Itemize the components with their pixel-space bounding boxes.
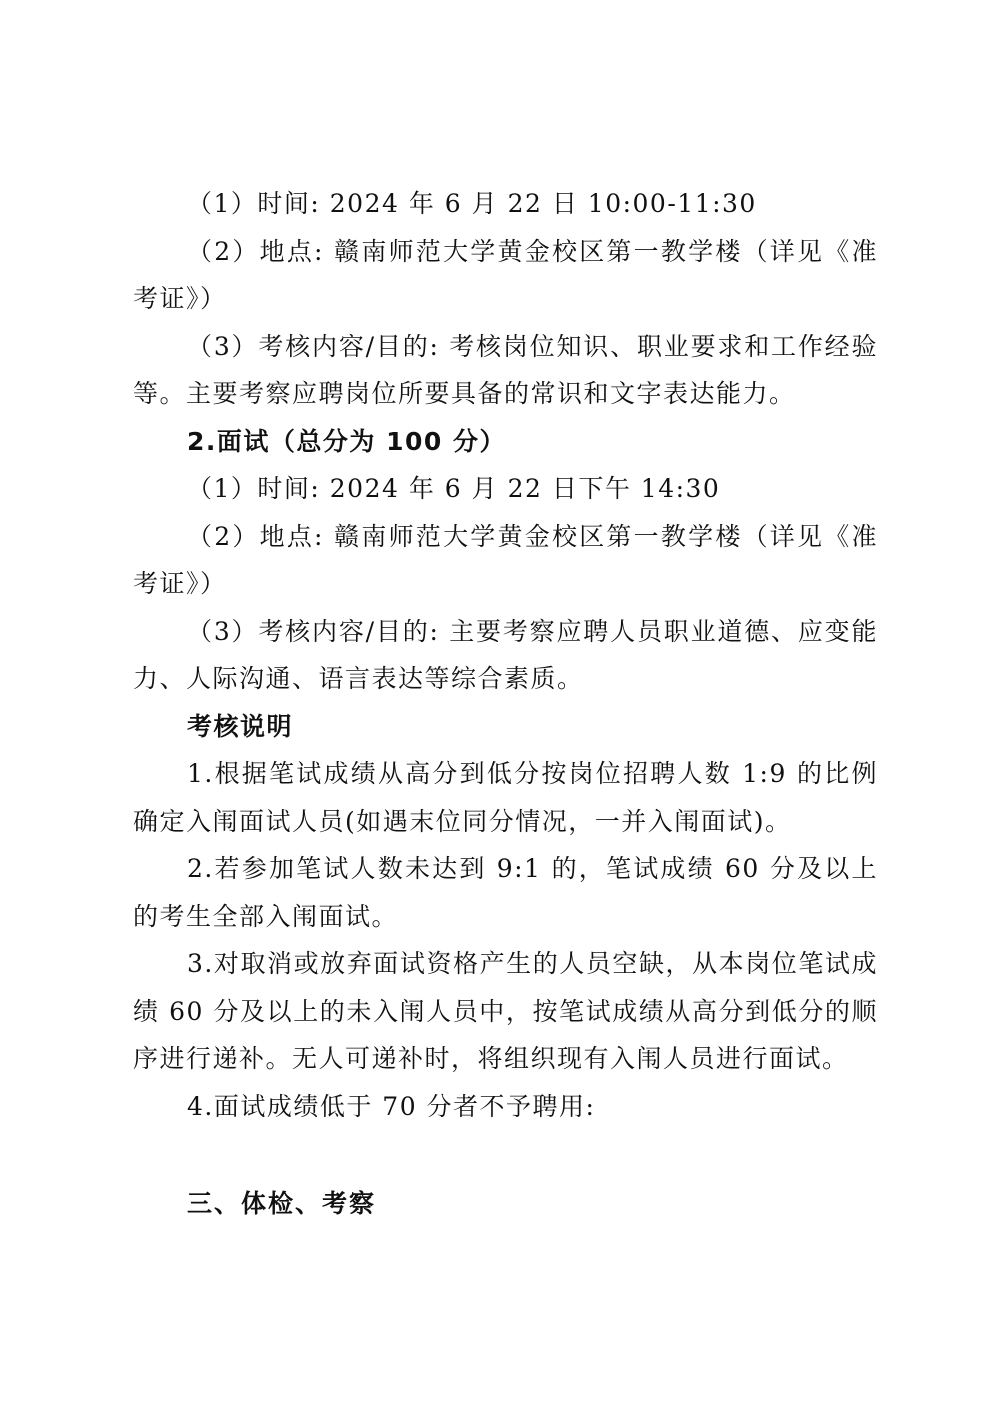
- interview-content: （3）考核内容/目的: 主要考察应聘人员职业道德、应变能力、人际沟通、语言表达等综合素质。: [133, 616, 878, 693]
- notes-item-1: 1.根据笔试成绩从高分到低分按岗位招聘人数 1:9 的比例确定入闱面试人员(如遇末位同分情况，一并入闱面试)。: [133, 759, 878, 836]
- written-exam-content: （3）考核内容/目的: 考核岗位知识、职业要求和工作经验等。主要考察应聘岗位所要具备的常识和文字表达能力。: [133, 331, 878, 408]
- interview-time: （1）时间: 2024 年 6 月 22 日下午 14:30: [187, 474, 721, 503]
- notes-heading: 考核说明: [187, 711, 294, 741]
- written-exam-time: （1）时间: 2024 年 6 月 22 日 10:00-11:30: [187, 189, 757, 218]
- notes-item-2: 2.若参加笔试人数未达到 9:1 的，笔试成绩 60 分及以上的考生全部入闱面试。: [133, 854, 878, 931]
- interview-heading: 2.面试（总分为 100 分）: [187, 426, 506, 456]
- interview-location: （2）地点: 赣南师范大学黄金校区第一教学楼（详见《准考证》）: [133, 521, 878, 598]
- section-3-heading: 三、体检、考察: [187, 1189, 377, 1218]
- notes-item-3: 3.对取消或放弃面试资格产生的人员空缺，从本岗位笔试成绩 60 分及以上的未入闱人员中，按笔试成绩从高分到低分的顺序进行递补。无人可递补时，将组织现有入闱人员进行面试。: [133, 949, 878, 1073]
- notes-item-4: 4.面试成绩低于 70 分者不予聘用:: [187, 1091, 596, 1121]
- written-exam-location: （2）地点: 赣南师范大学黄金校区第一教学楼（详见《准考证》）: [133, 236, 878, 313]
- document-body: [133, 180, 878, 1228]
